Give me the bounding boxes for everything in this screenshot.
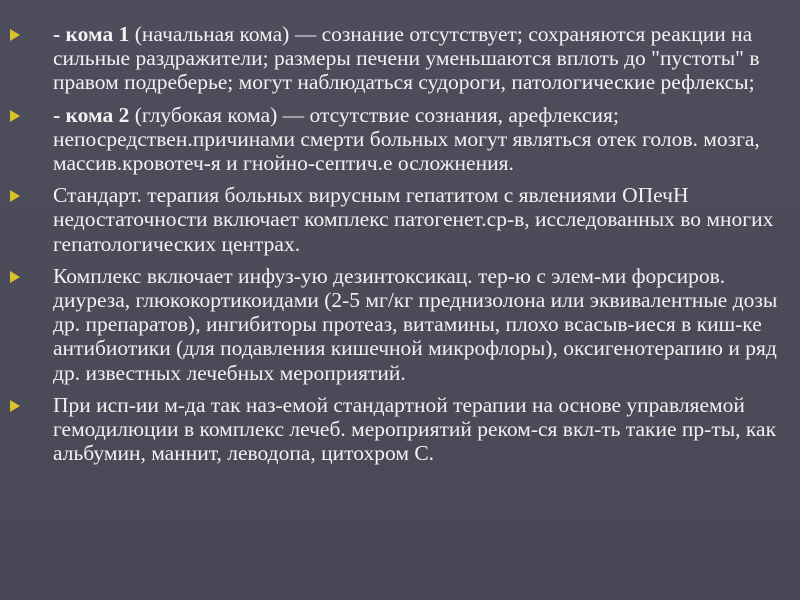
bullet-item-coma-2	[10, 103, 780, 176]
bullet-lead: - кома 2	[53, 102, 130, 127]
bullet-item-coma-1	[10, 22, 780, 95]
triangle-right-icon	[10, 110, 20, 122]
triangle-right-icon	[10, 400, 20, 412]
bullet-list	[10, 22, 780, 473]
triangle-right-icon	[10, 29, 20, 41]
bullet-lead: - кома 1	[53, 22, 130, 46]
bullet-text: (глубокая кома) — отсутствие сознания, арефлексия; непосредствен.причинами смерти больных могут являться отек голов. мозга, массив.кровотеч-я и гнойно-септич.е осложнения.	[53, 102, 760, 176]
triangle-right-icon	[10, 271, 20, 283]
bullet-text: (начальная кома) — сознание отсутствует; сохраняются реакции на сильные раздражители; размеры печени уменьшаются вплоть до "пустоты" в правом подреберье; могут наблюдаться судороги, патологические рефлексы;	[53, 22, 760, 95]
bullet-text: При исп-ии м-да так наз-емой стандартной терапии на основе управляемой гемодилюции в комплекс лечеб. мероприятий реком-ся вкл-ть такие пр-ты, как альбумин, маннит, леводопа, цитохром С.	[53, 392, 777, 466]
bullet-text: Комплекс включает инфуз-ую дезинтоксикац. тер-ю с элем-ми форсиров. диуреза, глюкокортикоидами (2-5 мг/кг преднизолона или эквивалентные дозы др. препаратов), ингибиторы протеаз, витамины, плохо всасыв-иеся в киш-ке антибиотики (для подавления кишечной микрофлоры), оксигенотерапию и ряд др. известных лечебных мероприятий.	[53, 263, 778, 385]
bullet-item-hemodilution	[10, 393, 780, 466]
bullet-item-complex	[10, 264, 780, 385]
bullet-item-standard-therapy	[10, 183, 780, 256]
bullet-text: Стандарт. терапия больных вирусным гепатитом с явлениями ОПечН недостаточности включает комплекс патогенет.ср-в, исследованных во многих гепатологических центрах.	[53, 183, 774, 256]
triangle-right-icon	[10, 190, 20, 202]
